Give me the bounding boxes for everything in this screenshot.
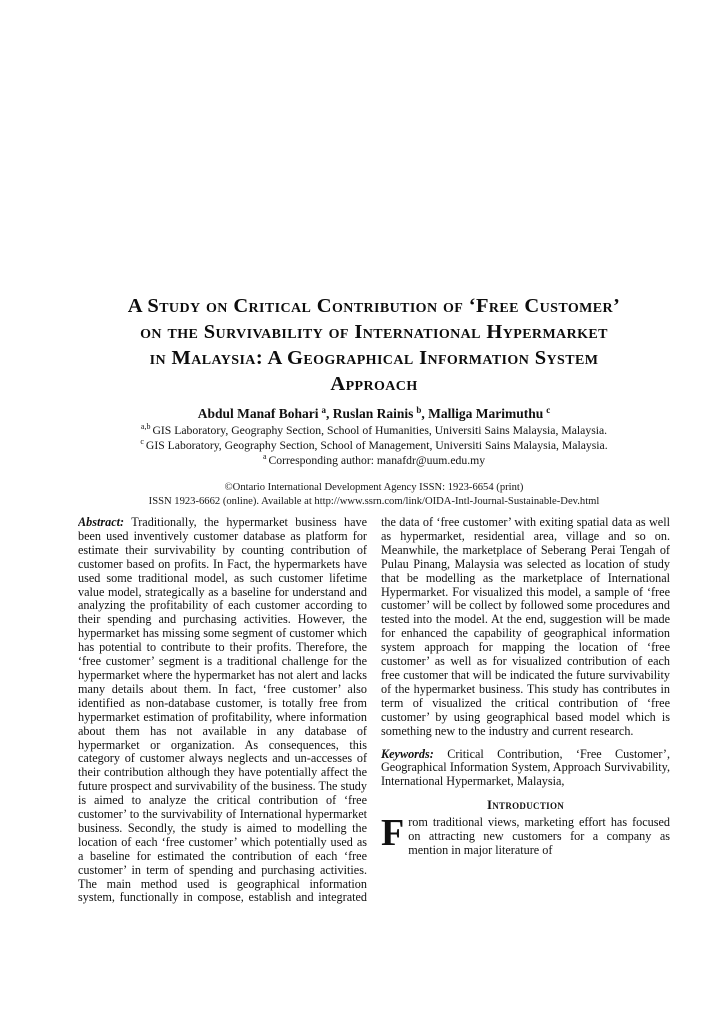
author-separator: ,	[325, 406, 333, 421]
abstract-label: Abstract:	[78, 516, 125, 529]
affiliation-line	[78, 423, 670, 438]
author-name: Abdul Manaf Bohari	[197, 406, 319, 421]
title-line-4: Approach	[330, 373, 418, 395]
affiliations-block	[78, 423, 670, 468]
authors-line	[78, 406, 670, 422]
affiliation-mark: a	[262, 452, 267, 462]
affiliation-mark: c	[140, 437, 144, 447]
introduction-heading: Introduction	[486, 798, 565, 813]
introduction-paragraph	[381, 812, 670, 858]
affiliation-mark: a,b	[140, 422, 151, 432]
title-line-3: in Malaysia: A Geographical Information System	[149, 347, 599, 369]
title-line-2: on the Survivability of International Hypermarket	[140, 321, 608, 343]
keywords-text: Critical Contribution, ‘Free Customer’, Geographical Information System, Approach Survivability, International Hypermarket, Malaysia,	[381, 746, 670, 789]
affiliation-text: GIS Laboratory, Geography Section, School of Humanities, Universiti Sains Malaysia, Malaysia.	[152, 424, 608, 437]
introduction-text: rom traditional views, marketing effort has focused on attracting new customers for a company as mention in major literature of	[408, 815, 670, 857]
keywords-label: Keywords:	[381, 746, 434, 761]
publisher-line-online: ISSN 1923-6662 (online). Available at http://www.ssrn.com/link/OIDA-Intl-Journal-Sustainable-Dev.html	[148, 495, 600, 507]
author-affiliation-mark: b	[416, 404, 422, 415]
two-column-body	[78, 516, 670, 917]
dropcap-letter: F	[381, 812, 405, 855]
keywords-paragraph	[381, 748, 670, 790]
author-separator: ,	[421, 406, 429, 421]
affiliation-line	[78, 438, 670, 453]
paper-title	[78, 293, 670, 397]
author-affiliation-mark: a	[321, 404, 326, 415]
author-affiliation-mark: c	[546, 404, 551, 415]
corresponding-author-text: Corresponding author: manafdr@uum.edu.my	[268, 454, 486, 467]
affiliation-text: GIS Laboratory, Geography Section, School of Management, Universiti Sains Malaysia, Malaysia.	[145, 439, 608, 452]
corresponding-author-line	[78, 453, 670, 468]
author-name: Ruslan Rainis	[332, 406, 414, 421]
title-line-1: A Study on Critical Contribution of ‘Free Customer’	[127, 295, 621, 317]
publisher-issn-block	[78, 481, 670, 508]
author-name: Malliga Marimuthu	[428, 406, 544, 421]
abstract-text: Traditionally, the hypermarket business have been used inventively customer database as platform for estimate their survivability by counting contribution of customer based on profits. In Fact, the hypermarkets have used some traditional model, as such customer lifetime value model, strategically as a baseline for understand and analyzing the profitability of each customer according to their spending and purchasing activities. However, the hypermarket has missing some segment of customer which has potential to contribute to their profits. Therefore, the ‘free customer’ segment is a traditional challenge for the hypermarket where the hypermarket has not alert and lacks many details about them. In fact, ‘free customer’ also identified as non-database customer, is totally free from hypermarket estimation of profitability, where information about them has not available in any database of hypermarket or organization. As consequences, this category of customer always neglects and un-accesses of their contribution although they have potentially affect the future prospect and survivability of the business. The study is aimed to analyze the critical contribution of ‘free customer’ to the survivability of International hypermarket business. Secondly, the study is aimed to modelling the location of each ‘free customer’ which potentially used as a baseline for estimated the contribution of each ‘free customer’ in term of spending and purchasing activities. The main method used is geographical information system, functionally in compose, establish and integrated the data of ‘free customer’ with exiting spatial data as well as hypermarket, residential area, village and so on. Meanwhile, the marketplace of Seberang Perai Tengah of Pulau Pinang, Malaysia was selected as location of study that be modelling as the marketplace of International Hypermarket. For visualized this model, a sample of ‘free customer’ will be collect by followed some procedures and tested into the model. At the end, suggestion will be made for enhanced the capability of geographical information system approach for mapping the location of ‘free customer’ as well as for visualized contribution of each free customer that will be indicated the future survivability of the hypermarket business. This study has contributes in term of visualized the critical contribution of ‘free customer’ by using geographical based model which is something new to the industry and current research.	[78, 516, 670, 905]
publisher-line-print: ©Ontario International Development Agency ISSN: 1923-6654 (print)	[224, 482, 524, 493]
